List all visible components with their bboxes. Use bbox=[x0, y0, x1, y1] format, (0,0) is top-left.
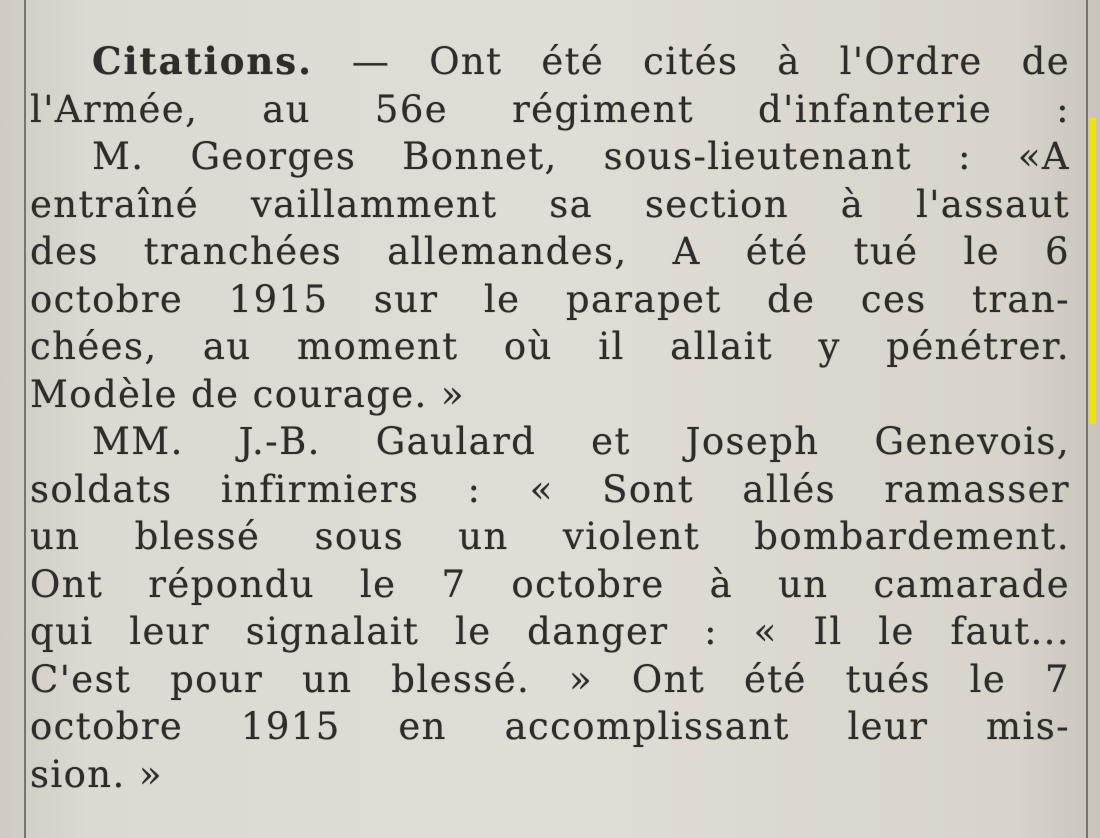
text-line: chées, au moment où il allait y pénétrer. bbox=[30, 325, 1070, 368]
text-line: M. Georges Bonnet, sous-lieutenant : «A bbox=[92, 135, 1070, 178]
text-line: Modèle de courage. » bbox=[30, 372, 465, 416]
paragraph-gaulard-genevois bbox=[30, 418, 1070, 798]
text-line: l'Armée, au 56e régiment d'infanterie : bbox=[30, 87, 1070, 131]
text-line: soldats infirmiers : « Sont allés ramasser bbox=[30, 467, 1070, 511]
text-line: C'est pour un blessé. » Ont été tués le 7 bbox=[30, 657, 1070, 701]
text-line: MM. J.-B. Gaulard et Joseph Genevois, bbox=[92, 420, 1070, 463]
text-line: entraîné vaillamment sa section à l'assaut bbox=[30, 182, 1070, 226]
text-line: Citations. — Ont été cités à l'Ordre de bbox=[92, 39, 1070, 83]
text-line: qui leur signalait le danger : « Il le faut... bbox=[30, 610, 1070, 653]
text-line: sion. » bbox=[30, 752, 163, 796]
paragraph-bonnet bbox=[30, 133, 1070, 418]
article-column bbox=[30, 38, 1070, 798]
column-rule-right bbox=[1086, 0, 1088, 838]
text-line: octobre 1915 sur le parapet de ces tran- bbox=[30, 277, 1070, 321]
text-line: des tranchées allemandes, A été tué le 6 bbox=[30, 230, 1070, 273]
column-rule-left bbox=[24, 0, 26, 838]
text-line: un blessé sous un violent bombardement. bbox=[30, 515, 1070, 558]
run-in-heading: Citations. bbox=[92, 39, 314, 83]
highlighter-mark bbox=[1090, 118, 1096, 424]
text-line: Ont répondu le 7 octobre à un camarade bbox=[30, 562, 1070, 606]
text-line: octobre 1915 en accomplissant leur mis- bbox=[30, 705, 1070, 748]
paragraph-citations bbox=[30, 38, 1070, 133]
